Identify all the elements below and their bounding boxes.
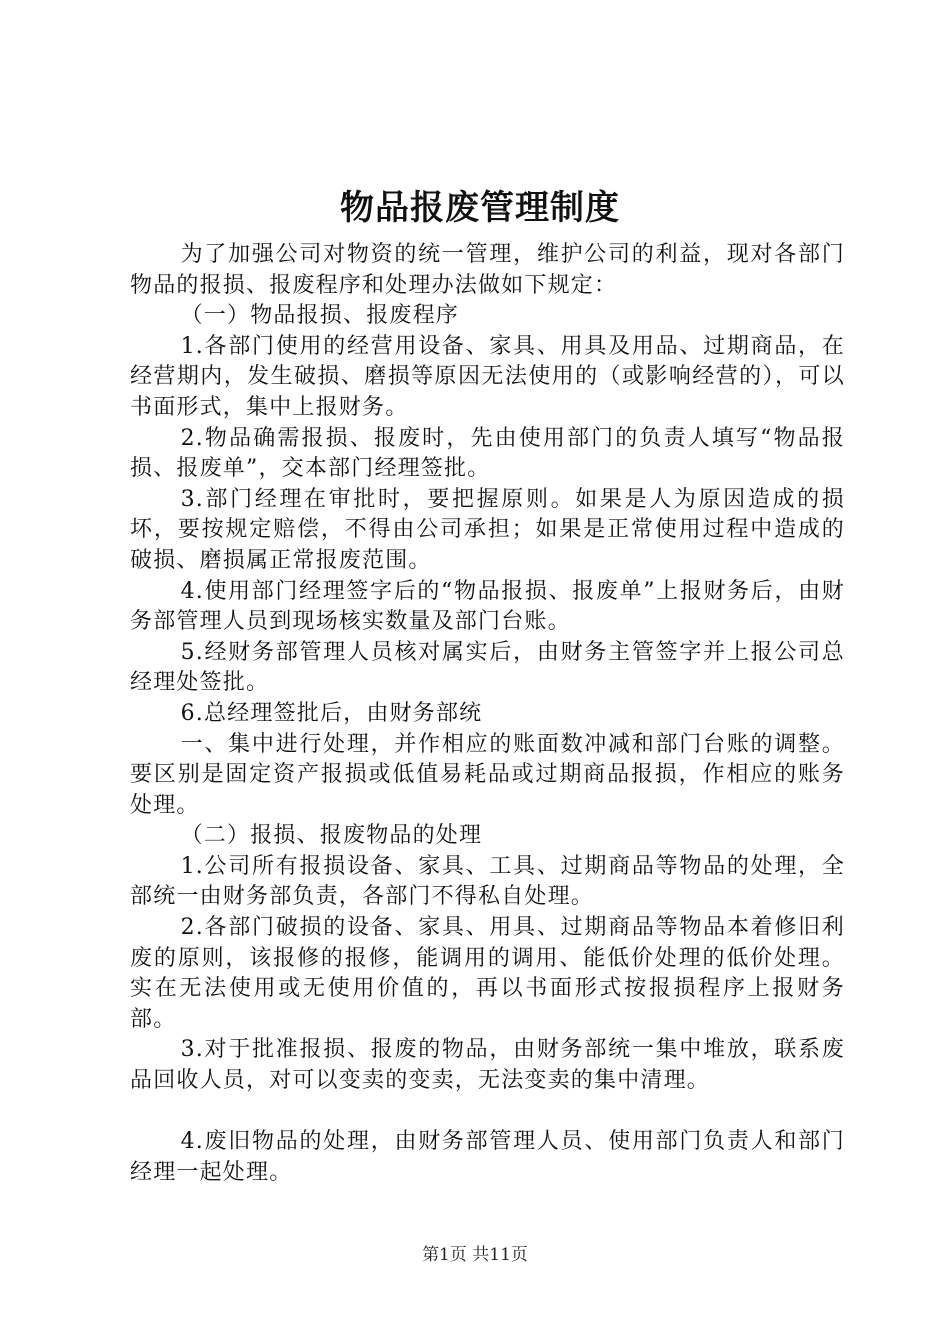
- paragraph-item: 5.经财务部管理人员核对属实后，由财务主管签字并上报公司总经理处签批。: [130, 639, 845, 696]
- paragraph-item: 2.各部门破损的设备、家具、用具、过期商品等物品本着修旧利废的原则，该报修的报修，能调用的调用、能低价处理的低价处理。实在无法使用或无使用价值的，再以书面形式按报损程序上报财务部。: [130, 915, 845, 1032]
- paragraph-item: 一、集中进行处理，并作相应的账面数冲减和部门台账的调整。要区别是固定资产报损或低值易耗品或过期商品报损，作相应的账务处理。: [130, 731, 845, 818]
- paragraph-item: 2.物品确需报损、报废时，先由使用部门的负责人填写“物品报损、报废单”，交本部门经理签批。: [130, 425, 845, 482]
- paragraph-item: 4.废旧物品的处理，由财务部管理人员、使用部门负责人和部门经理一起处理。: [130, 1129, 845, 1185]
- document-title: 物品报废管理制度: [340, 188, 620, 228]
- paragraph-item: 3.部门经理在审批时，要把握原则。如果是人为原因造成的损坏，要按规定赔偿，不得由公司承担；如果是正常使用过程中造成的破损、磨损属正常报废范围。: [130, 486, 845, 573]
- paragraph-item: 4.使用部门经理签字后的“物品报损、报废单”上报财务后，由财务部管理人员到现场核实数量及部门台账。: [130, 578, 845, 635]
- paragraph-item: 6.总经理签批后，由财务部统: [180, 700, 483, 726]
- paragraph-item: 1.各部门使用的经营用设备、家具、用具及用品、过期商品，在经营期内，发生破损、磨损等原因无法使用的（或影响经营的），可以书面形式，集中上报财务。: [130, 333, 845, 420]
- paragraph-intro: 为了加强公司对物资的统一管理，维护公司的利益，现对各部门物品的报损、报废程序和处理办法做如下规定：: [130, 242, 845, 298]
- page-number-footer: 第1页 共11页: [422, 1245, 528, 1265]
- paragraph-item: 3.对于批准报损、报废的物品，由财务部统一集中堆放，联系废品回收人员，对可以变卖的变卖，无法变卖的集中清理。: [130, 1037, 845, 1094]
- document-body: [130, 240, 845, 1188]
- paragraph-item: 1.公司所有报损设备、家具、工具、过期商品等物品的处理，全部统一由财务部负责，各部门不得私自处理。: [130, 853, 845, 910]
- section-heading-1: （一）物品报损、报废程序: [180, 303, 459, 329]
- section-heading-2: （二）报损、报废物品的处理: [180, 823, 483, 849]
